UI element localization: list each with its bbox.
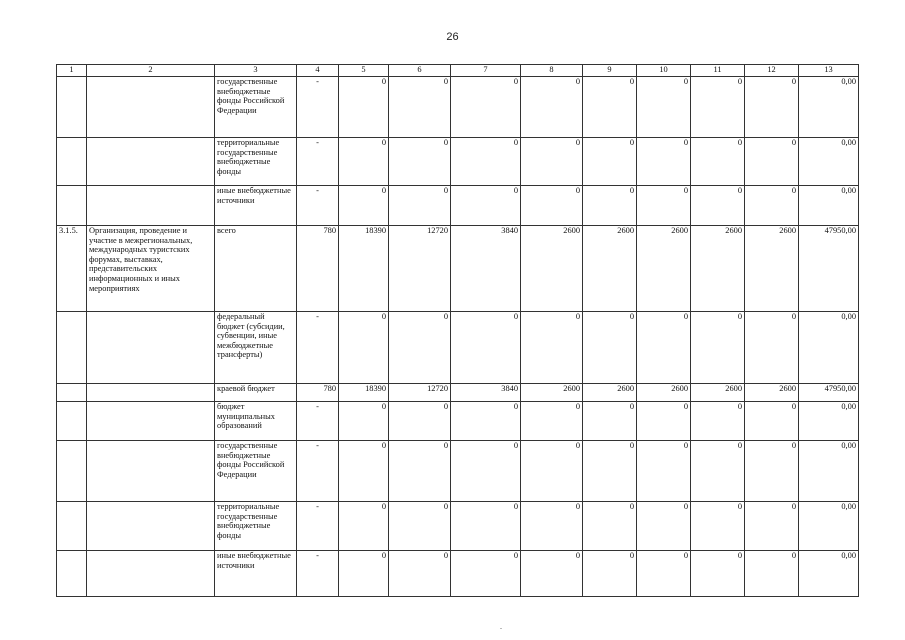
funding-source: государственные внебюджетные фонды Российской Федерации	[215, 77, 297, 138]
value-col11: 0	[691, 441, 745, 502]
value-col9: 0	[583, 441, 637, 502]
value-col8: 0	[521, 312, 583, 384]
value-col4: -	[297, 551, 339, 597]
column-header: 7	[451, 65, 521, 77]
column-header: 5	[339, 65, 389, 77]
value-col11: 0	[691, 312, 745, 384]
value-col12: 0	[745, 138, 799, 186]
value-col9: 0	[583, 502, 637, 551]
value-total: 47950,00	[799, 384, 859, 402]
value-col6: 0	[389, 402, 451, 441]
value-col8: 0	[521, 551, 583, 597]
table-row	[57, 441, 859, 502]
column-header: 9	[583, 65, 637, 77]
measure-title	[87, 384, 215, 402]
value-col5: 0	[339, 402, 389, 441]
value-col11: 0	[691, 402, 745, 441]
value-col11: 0	[691, 138, 745, 186]
value-col6: 0	[389, 441, 451, 502]
funding-source: государственные внебюджетные фонды Российской Федерации	[215, 441, 297, 502]
column-header: 8	[521, 65, 583, 77]
value-col5: 0	[339, 77, 389, 138]
value-col9: 2600	[583, 384, 637, 402]
value-total: 0,00	[799, 312, 859, 384]
value-col7: 0	[451, 402, 521, 441]
value-col11: 2600	[691, 226, 745, 312]
value-total: 0,00	[799, 402, 859, 441]
page-number: 26	[446, 31, 459, 43]
column-header: 3	[215, 65, 297, 77]
value-col8: 0	[521, 186, 583, 226]
value-col7: 0	[451, 77, 521, 138]
table-row	[57, 77, 859, 138]
measure-title	[87, 502, 215, 551]
value-total: 0,00	[799, 551, 859, 597]
value-total: 0,00	[799, 441, 859, 502]
value-col4: 780	[297, 226, 339, 312]
value-col5: 0	[339, 138, 389, 186]
funding-source: иные внебюджетные источники	[215, 551, 297, 597]
value-col4: -	[297, 441, 339, 502]
funding-source: бюджет муниципальных образований	[215, 402, 297, 441]
value-col4: -	[297, 402, 339, 441]
measure-title	[87, 551, 215, 597]
value-col6: 0	[389, 312, 451, 384]
value-col9: 2600	[583, 226, 637, 312]
value-col4: -	[297, 312, 339, 384]
funding-source: территориальные государственные внебюджетные фонды	[215, 138, 297, 186]
measure-title	[87, 441, 215, 502]
column-header: 1	[57, 65, 87, 77]
measure-code	[57, 384, 87, 402]
value-col6: 0	[389, 502, 451, 551]
value-col4: 780	[297, 384, 339, 402]
scan-speck	[500, 628, 502, 629]
value-col11: 0	[691, 186, 745, 226]
measure-code	[57, 138, 87, 186]
column-header: 4	[297, 65, 339, 77]
value-col12: 0	[745, 441, 799, 502]
value-col10: 0	[637, 502, 691, 551]
value-col5: 0	[339, 441, 389, 502]
value-col11: 0	[691, 551, 745, 597]
value-col12: 2600	[745, 384, 799, 402]
funding-source: территориальные государственные внебюджетные фонды	[215, 502, 297, 551]
value-col10: 2600	[637, 226, 691, 312]
value-col12: 0	[745, 402, 799, 441]
column-header: 10	[637, 65, 691, 77]
value-col11: 0	[691, 77, 745, 138]
measure-code	[57, 402, 87, 441]
value-col10: 0	[637, 402, 691, 441]
column-header: 13	[799, 65, 859, 77]
funding-source: федеральный бюджет (субсидии, субвенции, иные межбюджетные трансферты)	[215, 312, 297, 384]
column-header: 11	[691, 65, 745, 77]
measure-title	[87, 138, 215, 186]
table-row	[57, 384, 859, 402]
table-row	[57, 226, 859, 312]
value-total: 0,00	[799, 138, 859, 186]
value-col9: 0	[583, 138, 637, 186]
measure-code	[57, 551, 87, 597]
value-col9: 0	[583, 312, 637, 384]
value-col8: 2600	[521, 226, 583, 312]
measure-title	[87, 77, 215, 138]
value-col10: 2600	[637, 384, 691, 402]
value-col8: 0	[521, 502, 583, 551]
column-header: 12	[745, 65, 799, 77]
value-col6: 0	[389, 186, 451, 226]
value-total: 0,00	[799, 77, 859, 138]
table-row	[57, 502, 859, 551]
value-total: 0,00	[799, 502, 859, 551]
value-total: 47950,00	[799, 226, 859, 312]
value-col7: 3840	[451, 384, 521, 402]
budget-table	[56, 64, 859, 597]
table-row	[57, 186, 859, 226]
value-col8: 0	[521, 138, 583, 186]
value-col10: 0	[637, 138, 691, 186]
value-col12: 0	[745, 77, 799, 138]
value-col4: -	[297, 186, 339, 226]
value-col7: 0	[451, 312, 521, 384]
column-number-row	[57, 65, 859, 77]
value-col6: 12720	[389, 384, 451, 402]
value-total: 0,00	[799, 186, 859, 226]
value-col10: 0	[637, 77, 691, 138]
value-col12: 2600	[745, 226, 799, 312]
value-col9: 0	[583, 186, 637, 226]
value-col7: 0	[451, 441, 521, 502]
value-col6: 0	[389, 138, 451, 186]
value-col5: 18390	[339, 226, 389, 312]
value-col10: 0	[637, 551, 691, 597]
value-col8: 0	[521, 441, 583, 502]
value-col10: 0	[637, 441, 691, 502]
measure-code	[57, 77, 87, 138]
table-row	[57, 551, 859, 597]
value-col11: 2600	[691, 384, 745, 402]
value-col6: 12720	[389, 226, 451, 312]
value-col12: 0	[745, 502, 799, 551]
value-col9: 0	[583, 77, 637, 138]
value-col10: 0	[637, 312, 691, 384]
table-row	[57, 138, 859, 186]
value-col12: 0	[745, 186, 799, 226]
value-col7: 3840	[451, 226, 521, 312]
table-row	[57, 312, 859, 384]
measure-code	[57, 441, 87, 502]
measure-code	[57, 312, 87, 384]
value-col5: 18390	[339, 384, 389, 402]
value-col6: 0	[389, 77, 451, 138]
value-col7: 0	[451, 551, 521, 597]
value-col9: 0	[583, 551, 637, 597]
value-col4: -	[297, 502, 339, 551]
funding-source: краевой бюджет	[215, 384, 297, 402]
value-col4: -	[297, 77, 339, 138]
value-col5: 0	[339, 312, 389, 384]
value-col8: 0	[521, 402, 583, 441]
value-col5: 0	[339, 502, 389, 551]
funding-source: иные внебюджетные источники	[215, 186, 297, 226]
value-col5: 0	[339, 186, 389, 226]
funding-source: всего	[215, 226, 297, 312]
value-col11: 0	[691, 502, 745, 551]
value-col10: 0	[637, 186, 691, 226]
measure-code	[57, 186, 87, 226]
value-col7: 0	[451, 186, 521, 226]
value-col5: 0	[339, 551, 389, 597]
measure-title	[87, 186, 215, 226]
column-header: 2	[87, 65, 215, 77]
measure-title: Организация, проведение и участие в межрегиональных, международных туристских форумах, выставках, представительских информационных и иных мероприятиях	[87, 226, 215, 312]
column-header: 6	[389, 65, 451, 77]
value-col9: 0	[583, 402, 637, 441]
value-col7: 0	[451, 138, 521, 186]
value-col12: 0	[745, 551, 799, 597]
value-col7: 0	[451, 502, 521, 551]
value-col6: 0	[389, 551, 451, 597]
table-row	[57, 402, 859, 441]
value-col4: -	[297, 138, 339, 186]
measure-code: 3.1.5.	[57, 226, 87, 312]
value-col8: 0	[521, 77, 583, 138]
value-col8: 2600	[521, 384, 583, 402]
measure-title	[87, 402, 215, 441]
measure-code	[57, 502, 87, 551]
measure-title	[87, 312, 215, 384]
value-col12: 0	[745, 312, 799, 384]
